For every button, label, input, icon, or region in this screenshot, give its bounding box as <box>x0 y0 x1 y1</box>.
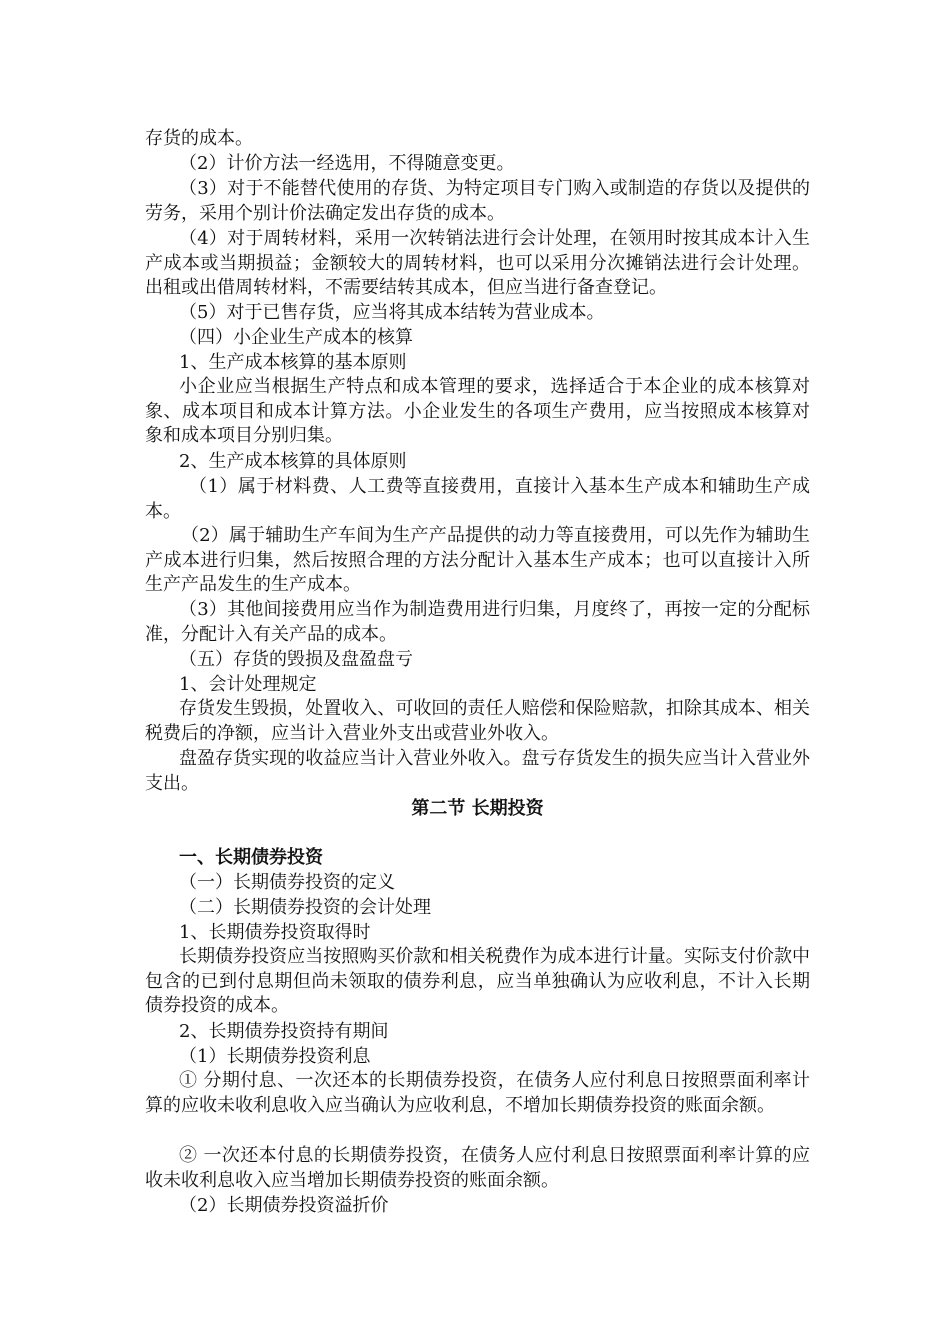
paragraph-2: （2）计价方法一经选用，不得随意变更。 <box>179 153 515 174</box>
paragraph-damage: 存货发生毁损，处置收入、可收回的责任人赔偿和保险赔款，扣除其成本、相关税费后的净额，应当计入营业外支出或营业外收入。 <box>145 698 810 744</box>
chapter-title: 第二节 长期投资 <box>411 798 544 819</box>
subheading-accounting-rule: 1、会计处理规定 <box>179 674 317 695</box>
paragraph-3: （3）对于不能替代使用的存货、为特定项目专门购入或制造的存货以及提供的劳务，采用个别计价法确定发出存货的成本。 <box>145 178 810 224</box>
heading-long-term-bond: 一、长期债券投资 <box>179 847 323 868</box>
paragraph-accounting: （二）长期债券投资的会计处理 <box>179 897 431 918</box>
paragraph-indirect-cost: （3）其他间接费用应当作为制造费用进行归集，月度终了，再按一定的分配标准，分配计入有关产品的成本。 <box>145 599 810 645</box>
subheading-cost-principle: 1、生产成本核算的基本原则 <box>179 352 407 373</box>
subheading-specific-principle: 2、生产成本核算的具体原则 <box>179 451 407 472</box>
paragraph-acquisition: 长期债券投资应当按照购买价款和相关税费作为成本进行计量。实际支付价款中包含的已到付息期但尚未领取的债券利息，应当单独确认为应收利息，不计入长期债券投资的成本。 <box>145 946 810 1017</box>
paragraph-direct-cost: （1）属于材料费、人工费等直接费用，直接计入基本生产成本和辅助生产成本。 <box>145 476 810 522</box>
subheading-holding-period: 2、长期债券投资持有期间 <box>179 1021 389 1042</box>
section-heading-5: （五）存货的毁损及盘盈盘亏 <box>179 649 413 670</box>
paragraph-4: （4）对于周转材料，采用一次转销法进行会计处理，在领用时按其成本计入生产成本或当期损益；金额较大的周转材料，也可以采用分次摊销法进行会计处理。出租或出借周转材料，不需要结转其成本，但应当进行备查登记。 <box>145 228 810 299</box>
subheading-premium-discount: （2）长期债券投资溢折价 <box>179 1195 389 1216</box>
paragraph-surplus: 盘盈存货实现的收益应当计入营业外收入。盘亏存货发生的损失应当计入营业外支出。 <box>145 748 810 794</box>
paragraph-periodic-interest: ① 分期付息、一次还本的长期债券投资，在债务人应付利息日按照票面利率计算的应收未收利息收入应当确认为应收利息，不增加长期债券投资的账面余额。 <box>145 1070 810 1116</box>
section-heading-4: （四）小企业生产成本的核算 <box>179 327 413 348</box>
paragraph-aux-cost: （2）属于辅助生产车间为生产产品提供的动力等直接费用，可以先作为辅助生产成本进行归集，然后按照合理的方法分配计入基本生产成本；也可以直接计入所生产产品发生的生产成本。 <box>145 525 810 596</box>
paragraph-cost-principle: 小企业应当根据生产特点和成本管理的要求，选择适合于本企业的成本核算对象、成本项目和成本计算方法。小企业发生的各项生产费用，应当按照成本核算对象和成本项目分别归集。 <box>145 376 810 447</box>
subheading-interest: （1）长期债券投资利息 <box>179 1046 371 1067</box>
paragraph-5: （5）对于已售存货，应当将其成本结转为营业成本。 <box>179 302 605 323</box>
paragraph-lump-sum-interest: ② 一次还本付息的长期债券投资，在债务人应付利息日按照票面利率计算的应收未收利息收入应当增加长期债券投资的账面余额。 <box>145 1145 810 1191</box>
subheading-acquisition: 1、长期债券投资取得时 <box>179 922 371 943</box>
paragraph-1: 存货的成本。 <box>145 128 253 149</box>
paragraph-definition: （一）长期债券投资的定义 <box>179 872 395 893</box>
